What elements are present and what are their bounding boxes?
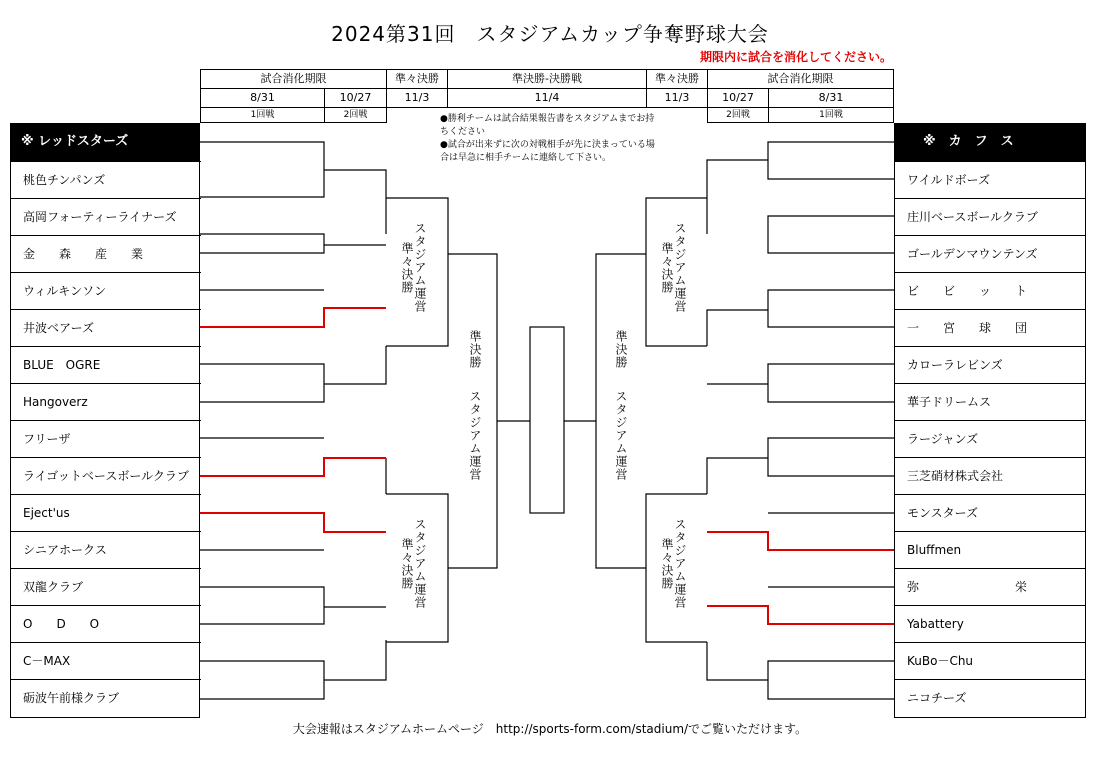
venue-label: スタジアム運営: [413, 222, 427, 313]
team-cell: Bluffmen: [895, 531, 1085, 568]
team-cell: ワイルドボーズ: [895, 161, 1085, 198]
team-cell: O D O: [11, 605, 201, 642]
round2-label-left: 2回戦: [324, 107, 387, 123]
date-final: 11/4: [447, 88, 647, 108]
team-cell: KuBo－Chu: [895, 642, 1085, 679]
date-qf-right: 11/3: [646, 88, 708, 108]
team-cell: 三芝硝材株式会社: [895, 457, 1085, 494]
team-cell: 高岡フォーティーライナーズ: [11, 198, 201, 235]
team-cell: ニコチーズ: [895, 679, 1085, 716]
date-round2-right: 10/27: [707, 88, 769, 108]
team-cell: モンスターズ: [895, 494, 1085, 531]
team-cell: 一 宮 球 団: [895, 309, 1085, 346]
date-round1-right: 8/31: [768, 88, 894, 108]
footer-text: 大会速報はスタジアムホームページ http://sports-form.com/stadium/でご覧いただけます。: [292, 722, 808, 736]
team-cell: 庄川ベースボールクラブ: [895, 198, 1085, 235]
team-cell: Yabattery: [895, 605, 1085, 642]
venue-label: スタジアム運営: [673, 222, 687, 313]
round2-label-right: 2回戦: [707, 107, 769, 123]
round-label: 準々決勝: [660, 538, 674, 590]
team-cell: 双龍クラブ: [11, 568, 201, 605]
left-team-list: [10, 123, 200, 718]
right-team-list: [894, 123, 1086, 718]
date-round1-left: 8/31: [200, 88, 325, 108]
note-item: ●試合が出来ずに次の対戦相手が先に決まっている場合は早急に相手チームに連絡して下さい。: [440, 140, 655, 163]
round-label: 準決勝: [614, 330, 628, 369]
round-label: 準々決勝: [660, 242, 674, 294]
venue-label: スタジアム運営: [673, 518, 687, 609]
round-label: 準決勝: [468, 330, 482, 369]
team-cell: C－MAX: [11, 642, 201, 679]
left-block-title: ※ レッドスターズ: [11, 124, 199, 161]
team-cell: 弥 栄: [895, 568, 1085, 605]
header-qf-left: 準々決勝: [386, 69, 448, 89]
team-cell: BLUE OGRE: [11, 346, 201, 383]
header-qf-right: 準々決勝: [646, 69, 708, 89]
round1-label-right: 1回戦: [768, 107, 894, 123]
team-cell: シニアホークス: [11, 531, 201, 568]
header-deadline-right: 試合消化期限: [707, 69, 894, 89]
team-cell: 桃色チンパンズ: [11, 161, 201, 198]
tournament-notes: [440, 113, 660, 165]
page-title: 2024第31回 スタジアムカップ争奪野球大会: [331, 22, 769, 46]
date-qf-left: 11/3: [386, 88, 448, 108]
team-cell: ラージャンズ: [895, 420, 1085, 457]
right-block-title: ※ カ フ ス: [895, 124, 1085, 161]
team-cell: ビ ビ ッ ト: [895, 272, 1085, 309]
round-label: 準々決勝: [400, 242, 414, 294]
header-deadline-left: 試合消化期限: [200, 69, 387, 89]
team-cell: フリーザ: [11, 420, 201, 457]
round1-label-left: 1回戦: [200, 107, 325, 123]
date-round2-left: 10/27: [324, 88, 387, 108]
team-cell: ゴールデンマウンテンズ: [895, 235, 1085, 272]
team-cell: Hangoverz: [11, 383, 201, 420]
round-label: 準々決勝: [400, 538, 414, 590]
team-cell: 金 森 産 業: [11, 235, 201, 272]
team-cell: ライゴットベースボールクラブ: [11, 457, 201, 494]
deadline-notice: 期限内に試合を消化してください。: [699, 50, 892, 64]
venue-label: スタジアム運営: [614, 390, 628, 481]
team-cell: 砺波午前様クラブ: [11, 679, 201, 716]
team-cell: 華子ドリームス: [895, 383, 1085, 420]
note-item: ●勝利チームは試合結果報告書をスタジアムまでお持ちください: [440, 114, 655, 137]
team-cell: 井波ベアーズ: [11, 309, 201, 346]
venue-label: スタジアム運営: [468, 390, 482, 481]
team-cell: Eject'us: [11, 494, 201, 531]
team-cell: カローラレビンズ: [895, 346, 1085, 383]
header-sf-final: 準決勝-決勝戦: [447, 69, 647, 89]
team-cell: ウィルキンソン: [11, 272, 201, 309]
venue-label: スタジアム運営: [413, 518, 427, 609]
